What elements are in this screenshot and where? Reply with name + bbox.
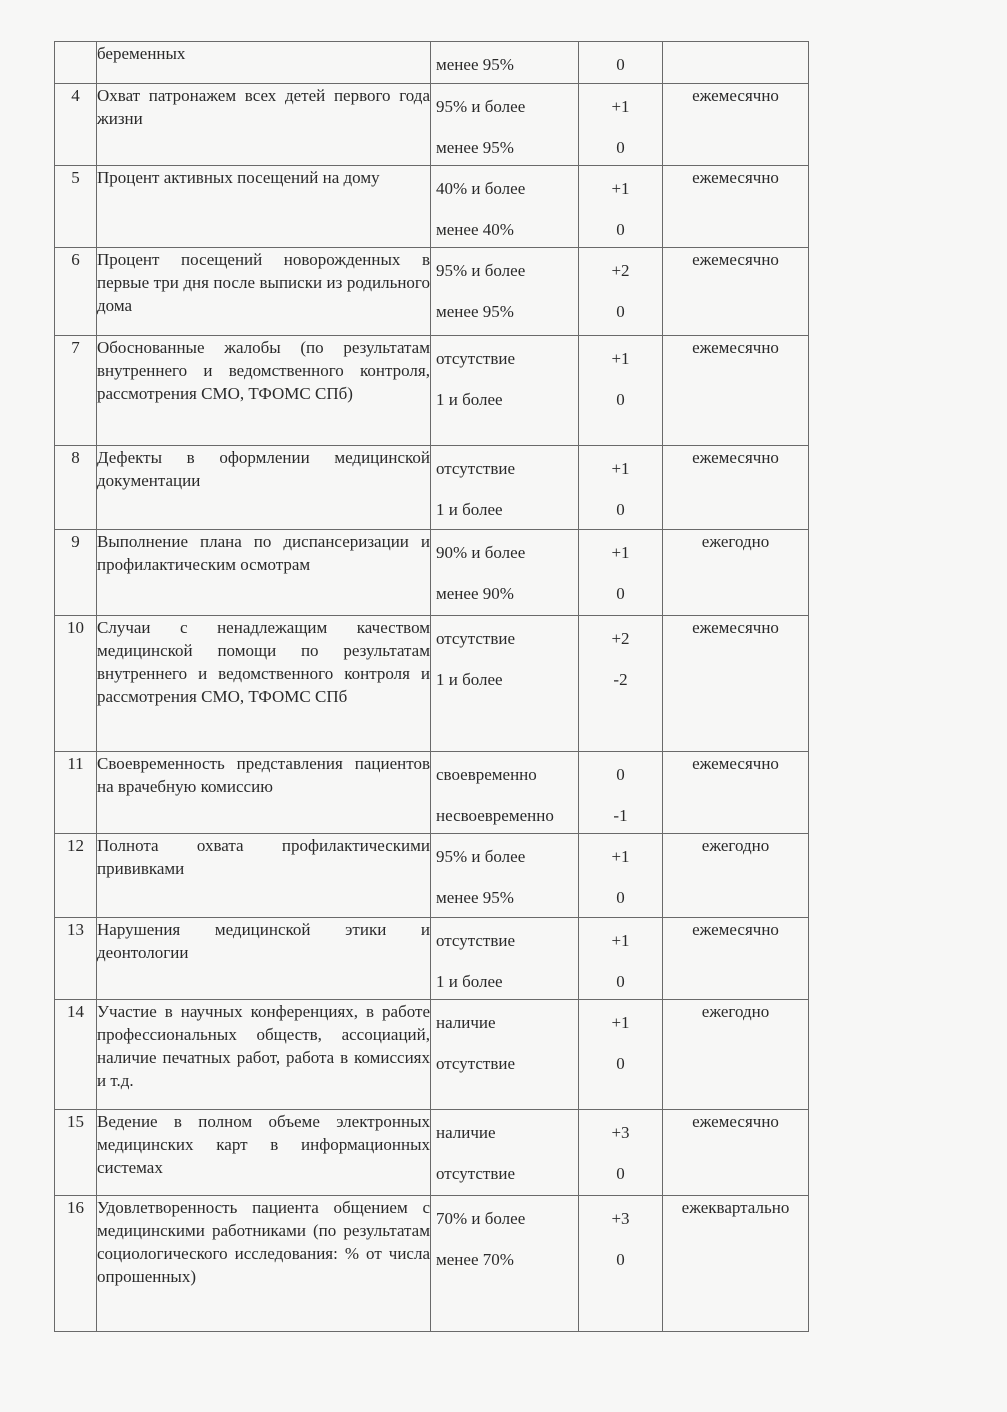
criterion-value: 1 и более <box>436 390 503 409</box>
criterion-value: отсутствие <box>436 931 516 950</box>
points-value: 0 <box>616 500 625 519</box>
points-value: +1 <box>611 847 630 866</box>
table-row <box>55 834 809 918</box>
criteria-cell <box>431 248 579 336</box>
criterion-value: 90% и более <box>436 543 526 562</box>
points-cell <box>579 336 663 446</box>
criterion-value: 1 и более <box>436 972 503 991</box>
points-value: 0 <box>616 1164 625 1183</box>
criteria-cell <box>431 918 579 1000</box>
points-value: 0 <box>616 220 625 239</box>
criteria-cell <box>431 42 579 84</box>
period-cell: ежегодно <box>663 834 809 918</box>
points-cell <box>579 84 663 166</box>
points-cell <box>579 1000 663 1110</box>
points-value: 0 <box>616 390 625 409</box>
points-value: 0 <box>616 1054 625 1073</box>
points-value: 0 <box>616 888 625 907</box>
row-number: 4 <box>55 84 97 166</box>
criterion-value: отсутствие <box>436 459 516 478</box>
indicator-name: Своевременность представления пациентов на врачебную комиссию <box>97 752 431 834</box>
points-cell <box>579 166 663 248</box>
criteria-cell <box>431 834 579 918</box>
table-row <box>55 42 809 84</box>
criterion-value: 95% и более <box>436 97 526 116</box>
points-value: -2 <box>613 670 628 689</box>
criterion-value: отсутствие <box>436 1164 516 1183</box>
points-value: +1 <box>611 931 630 950</box>
table-row <box>55 752 809 834</box>
row-number: 6 <box>55 248 97 336</box>
indicator-name: Участие в научных конференциях, в работе профессиональных обществ, ассоциаций, наличие печатных работ, работа в комиссиях и т.д. <box>97 1000 431 1110</box>
row-number: 10 <box>55 616 97 752</box>
indicator-name: Полнота охвата профилактическими прививками <box>97 834 431 918</box>
row-number <box>55 42 97 84</box>
criteria-cell <box>431 616 579 752</box>
points-cell <box>579 42 663 84</box>
criteria-cell <box>431 336 579 446</box>
criterion-value: 70% и более <box>436 1209 526 1228</box>
table-row <box>55 530 809 616</box>
indicator-name: Обоснованные жалобы (по результатам внутреннего и ведомственного контроля, рассмотрения СМО, ТФОМС СПб) <box>97 336 431 446</box>
row-number: 16 <box>55 1196 97 1332</box>
criterion-value: 95% и более <box>436 847 526 866</box>
indicator-name: Выполнение плана по диспансеризации и профилактическим осмотрам <box>97 530 431 616</box>
points-cell <box>579 530 663 616</box>
row-number: 7 <box>55 336 97 446</box>
points-value: 0 <box>616 1250 625 1269</box>
period-cell: ежемесячно <box>663 1110 809 1196</box>
criterion-value: отсутствие <box>436 629 516 648</box>
table-row <box>55 918 809 1000</box>
indicator-name: Ведение в полном объеме электронных медицинских карт в информационных системах <box>97 1110 431 1196</box>
points-value: +1 <box>611 97 630 116</box>
criterion-value: отсутствие <box>436 349 516 368</box>
points-value: +3 <box>611 1209 630 1228</box>
criterion-value: менее 95% <box>436 55 514 74</box>
row-number: 5 <box>55 166 97 248</box>
criteria-cell <box>431 166 579 248</box>
table-row <box>55 616 809 752</box>
points-value: +1 <box>611 179 630 198</box>
criterion-value: несвоевременно <box>436 806 554 825</box>
indicator-name: Дефекты в оформлении медицинской документации <box>97 446 431 530</box>
criterion-value: менее 40% <box>436 220 514 239</box>
points-cell <box>579 834 663 918</box>
points-cell <box>579 1110 663 1196</box>
criteria-cell <box>431 84 579 166</box>
indicators-table <box>54 41 809 1332</box>
points-cell <box>579 446 663 530</box>
criterion-value: 95% и более <box>436 261 526 280</box>
period-cell: ежегодно <box>663 530 809 616</box>
table-row <box>55 248 809 336</box>
points-value: +2 <box>611 629 630 648</box>
row-number: 12 <box>55 834 97 918</box>
points-value: 0 <box>616 138 625 157</box>
points-value: 0 <box>616 765 625 784</box>
points-value: 0 <box>616 55 625 74</box>
period-cell: ежемесячно <box>663 336 809 446</box>
row-number: 13 <box>55 918 97 1000</box>
period-cell: ежемесячно <box>663 248 809 336</box>
table-row <box>55 84 809 166</box>
table-row <box>55 336 809 446</box>
row-number: 14 <box>55 1000 97 1110</box>
criterion-value: своевременно <box>436 765 537 784</box>
criteria-cell <box>431 446 579 530</box>
indicator-name: Процент активных посещений на дому <box>97 166 431 248</box>
table-row <box>55 1000 809 1110</box>
points-value: 0 <box>616 972 625 991</box>
criteria-cell <box>431 1196 579 1332</box>
points-value: +3 <box>611 1123 630 1142</box>
points-value: -1 <box>613 806 628 825</box>
period-cell: ежемесячно <box>663 84 809 166</box>
criterion-value: менее 70% <box>436 1250 514 1269</box>
points-value: +2 <box>611 261 630 280</box>
period-cell: ежегодно <box>663 1000 809 1110</box>
criterion-value: наличие <box>436 1013 496 1032</box>
criteria-cell <box>431 530 579 616</box>
row-number: 11 <box>55 752 97 834</box>
criterion-value: наличие <box>436 1123 496 1142</box>
points-cell <box>579 918 663 1000</box>
row-number: 8 <box>55 446 97 530</box>
points-value: 0 <box>616 584 625 603</box>
period-cell: ежемесячно <box>663 752 809 834</box>
criterion-value: отсутствие <box>436 1054 516 1073</box>
indicator-name: Случаи с ненадлежащим качеством медицинской помощи по результатам внутреннего и ведомственного контроля и рассмотрения СМО, ТФОМС СПб <box>97 616 431 752</box>
points-cell <box>579 616 663 752</box>
criteria-cell <box>431 1000 579 1110</box>
criterion-value: менее 95% <box>436 888 514 907</box>
indicator-name: Охват патронажем всех детей первого года жизни <box>97 84 431 166</box>
period-cell: ежемесячно <box>663 166 809 248</box>
criterion-value: 1 и более <box>436 670 503 689</box>
criterion-value: менее 95% <box>436 302 514 321</box>
period-cell: ежемесячно <box>663 446 809 530</box>
period-cell: ежеквартально <box>663 1196 809 1332</box>
indicator-name: Нарушения медицинской этики и деонтологии <box>97 918 431 1000</box>
criteria-cell <box>431 1110 579 1196</box>
points-value: +1 <box>611 543 630 562</box>
indicator-name: Процент посещений новорожденных в первые три дня после выписки из родильного дома <box>97 248 431 336</box>
indicator-name: Удовлетворенность пациента общением с медицинскими работниками (по результатам социологического исследования: % от числа опрошенных) <box>97 1196 431 1332</box>
row-number: 15 <box>55 1110 97 1196</box>
period-cell <box>663 42 809 84</box>
points-cell <box>579 1196 663 1332</box>
points-value: 0 <box>616 302 625 321</box>
table-row <box>55 1196 809 1332</box>
table-row <box>55 166 809 248</box>
criterion-value: 40% и более <box>436 179 526 198</box>
indicator-name: беременных <box>97 42 431 84</box>
points-cell <box>579 752 663 834</box>
criterion-value: 1 и более <box>436 500 503 519</box>
points-cell <box>579 248 663 336</box>
points-value: +1 <box>611 1013 630 1032</box>
period-cell: ежемесячно <box>663 918 809 1000</box>
period-cell: ежемесячно <box>663 616 809 752</box>
criterion-value: менее 95% <box>436 138 514 157</box>
criteria-cell <box>431 752 579 834</box>
table-row <box>55 446 809 530</box>
points-value: +1 <box>611 459 630 478</box>
row-number: 9 <box>55 530 97 616</box>
points-value: +1 <box>611 349 630 368</box>
criterion-value: менее 90% <box>436 584 514 603</box>
table-row <box>55 1110 809 1196</box>
